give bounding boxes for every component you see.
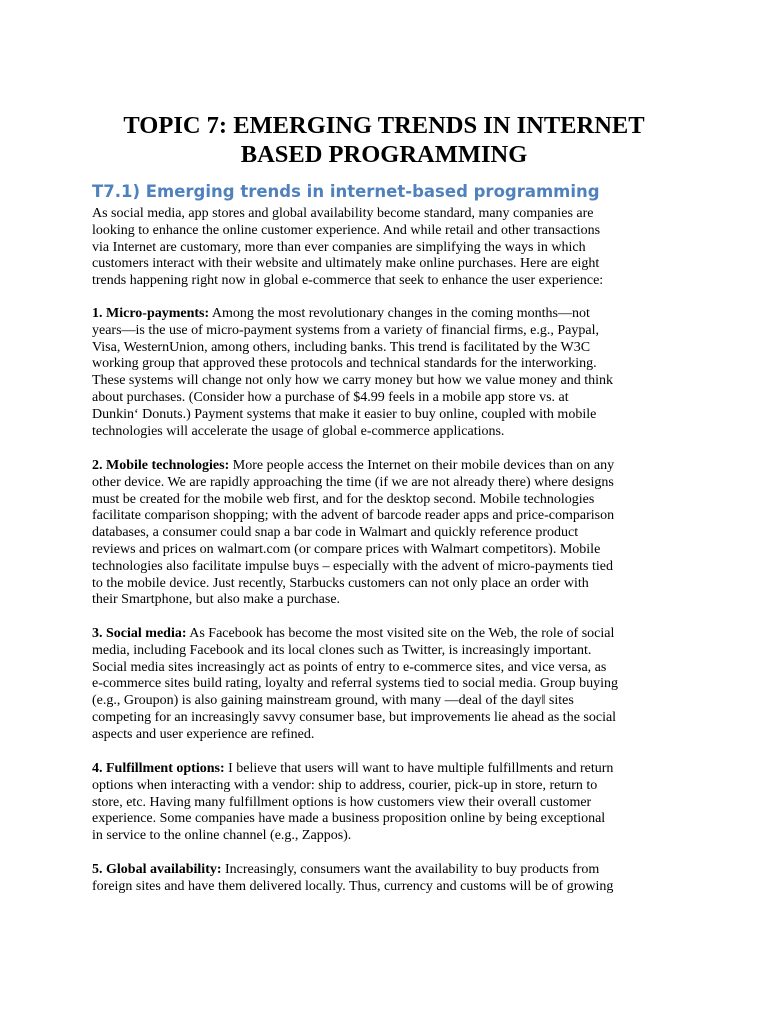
paragraph-line: Dunkin‘ Donuts.) Payment systems that make it easier to buy online, coupled with mobile (92, 406, 597, 422)
paragraph-line: (e.g., Groupon) is also gaining mainstream ground, with many —deal of the day‖ sites (92, 693, 574, 709)
paragraph-line: competing for an increasingly savvy consumer base, but improvements lie ahead as the social (92, 709, 617, 725)
intro-paragraph (92, 206, 692, 290)
paragraph-line (92, 626, 692, 643)
trend-label: 3. Social media: (92, 626, 187, 641)
paragraph-line (92, 306, 692, 323)
paragraph-line: These systems will change not only how we carry money but how we value money and think (92, 373, 613, 389)
trend-label: 1. Micro-payments: (92, 306, 210, 321)
paragraph-line: As social media, app stores and global availability become standard, many companies are (92, 206, 594, 221)
paragraph-line: technologies also facilitate impulse buys – especially with the advent of micro-payments tied (92, 558, 613, 574)
paragraph-line: aspects and user experience are refined. (92, 726, 315, 742)
paragraph-line: experience. Some companies have made a business proposition online by being exceptional (92, 811, 606, 827)
paragraph-line: working group that approved these protocols and technical standards for the interworking. (92, 356, 597, 372)
paragraph-line: e-commerce sites build rating, loyalty and referral systems tied to social media. Group buying (92, 676, 619, 692)
paragraph-line: looking to enhance the online customer experience. And while retail and other transactions (92, 222, 601, 238)
trend-text: Among the most revolutionary changes in the coming months—not (209, 306, 590, 321)
paragraph-line: about purchases. (Consider how a purchase of $4.99 feels in a mobile app store vs. at (92, 389, 569, 405)
trend-text: Increasingly, consumers want the availability to buy products from (221, 862, 600, 877)
paragraph-line: years—is the use of micro-payment systems from a variety of financial firms, e.g., Paypal, (92, 322, 599, 338)
paragraph-line (92, 862, 692, 879)
trend-label: 4. Fulfillment options: (92, 761, 225, 776)
paragraph-line: options when interacting with a vendor: ship to address, courier, pick-up in store, return to (92, 777, 598, 793)
trend-text: As Facebook has become the most visited site on the Web, the role of social (186, 626, 615, 641)
paragraph-line (92, 458, 692, 475)
paragraph-line: must be created for the mobile web first, and for the desktop second. Mobile technologies (92, 491, 595, 507)
page-title (60, 111, 708, 169)
section-heading: T7.1) Emerging trends in internet-based programming (92, 182, 600, 201)
paragraph-line: store, etc. Having many fulfillment options is how customers view their overall customer (92, 794, 592, 810)
paragraph-line: facilitate comparison shopping; with the advent of barcode reader apps and price-comparison (92, 508, 615, 524)
trend-text: More people access the Internet on their mobile devices than on any (229, 458, 615, 473)
paragraph-line: to the mobile device. Just recently, Starbucks customers can not only place an order with (92, 575, 589, 591)
trend-mobile-technologies (92, 458, 692, 609)
paragraph-line: foreign sites and have them delivered locally. Thus, currency and customs will be of growing (92, 878, 614, 894)
page-title-line: BASED PROGRAMMING (240, 141, 528, 168)
trend-label: 2. Mobile technologies: (92, 458, 230, 473)
paragraph-line: Visa, WesternUnion, among others, including banks. This trend is facilitated by the W3C (92, 339, 591, 355)
paragraph-line: databases, a consumer could snap a bar code in Walmart and quickly reference product (92, 525, 579, 541)
trend-global-availability (92, 862, 692, 896)
paragraph-line: in service to the online channel (e.g., Zappos). (92, 828, 352, 844)
paragraph-line: other device. We are rapidly approaching the time (if we are not already there) where designs (92, 474, 614, 490)
paragraph-line: media, including Facebook and its local clones such as Twitter, is increasingly important. (92, 642, 592, 658)
paragraph-line: trends happening right now in global e-commerce that seek to enhance the user experience: (92, 273, 604, 289)
paragraph-line: reviews and prices on walmart.com (or compare prices with Walmart competitors). Mobile (92, 541, 601, 557)
trend-text: I believe that users will want to have multiple fulfillments and return (224, 761, 614, 776)
trend-fulfillment-options (92, 761, 692, 845)
paragraph-line: technologies will accelerate the usage of global e-commerce applications. (92, 423, 505, 439)
trend-micro-payments (92, 306, 692, 440)
page-title-line: TOPIC 7: EMERGING TRENDS IN INTERNET (123, 112, 645, 139)
paragraph-line: their Smartphone, but also make a purchase. (92, 592, 341, 608)
trend-label: 5. Global availability: (92, 862, 222, 877)
paragraph-line: via Internet are customary, more than ever companies are simplifying the ways in which (92, 239, 586, 255)
trend-social-media (92, 626, 692, 744)
paragraph-line: customers interact with their website and ultimately make online purchases. Here are eight (92, 256, 600, 272)
paragraph-line: Social media sites increasingly act as points of entry to e-commerce sites, and vice versa, as (92, 659, 607, 675)
paragraph-line (92, 761, 692, 778)
